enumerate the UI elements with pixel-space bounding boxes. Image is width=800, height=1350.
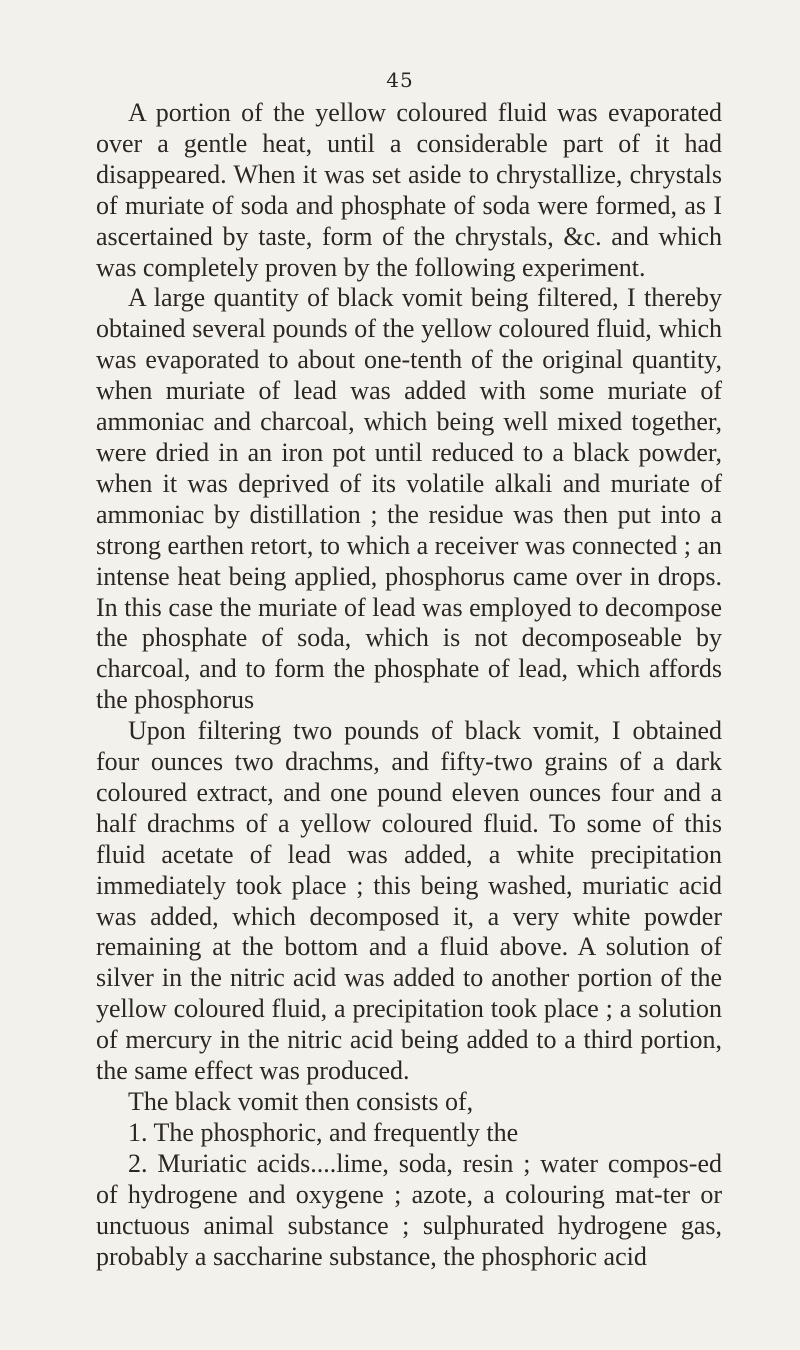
list-item-muriatic: 2. Muriatic acids....lime, soda, resin ; water compos-ed of hydrogene and oxygene ; azote, a colouring mat-ter or unctuous animal substance ; sulphurated hydrogene gas, probably a saccharine substance, the phosphoric acid	[96, 1148, 722, 1271]
paragraph-two-pounds-experiment: Upon filtering two pounds of black vomit, I obtained four ounces two drachms, and fifty-two grains of a dark coloured extract, and one pound eleven ounces four and a half drachms of a yellow coloured fluid. To some of this fluid acetate of lead was added, a white precipitation immediately took place ; this being washed, muriatic acid was added, which decomposed it, a very white powder remaining at the bottom and a fluid above. A solution of silver in the nitric acid was added to another portion of the yellow coloured fluid, a precipitation took place ; a solution of mercury in the nitric acid being added to a third portion, the same effect was produced.	[96, 716, 722, 1086]
paragraph-composition-intro: The black vomit then consists of,	[128, 1087, 474, 1116]
page-number: 45	[386, 68, 414, 92]
body-text	[96, 98, 722, 1272]
list-item-phosphoric: 1. The phosphoric, and frequently the	[128, 1117, 519, 1147]
paragraph-evaporation: A portion of the yellow coloured fluid was evaporated over a gentle heat, until a considerable part of it had disappeared. When it was set aside to chrystallize, chrystals of muriate of soda and phosphate of soda were formed, as I ascertained by taste, form of the chrystals, &c. and which was completely proven by the following experiment.	[96, 98, 722, 282]
paragraph-filtration-experiment: A large quantity of black vomit being filtered, I thereby obtained several pounds of the yellow coloured fluid, which was evaporated to about one-tenth of the original quantity, when muriate of lead was added with some muriate of ammoniac and charcoal, which being well mixed together, were dried in an iron pot until reduced to a black powder, when it was deprived of its volatile alkali and muriate of ammoniac by distillation ; the residue was then put into a strong earthen retort, to which a receiver was connected ; an intense heat being applied, phosphorus came over in drops. In this case the muriate of lead was employed to decompose the phosphate of soda, which is not decomposeable by charcoal, and to form the phosphate of lead, which affords the phosphorus	[96, 283, 722, 715]
